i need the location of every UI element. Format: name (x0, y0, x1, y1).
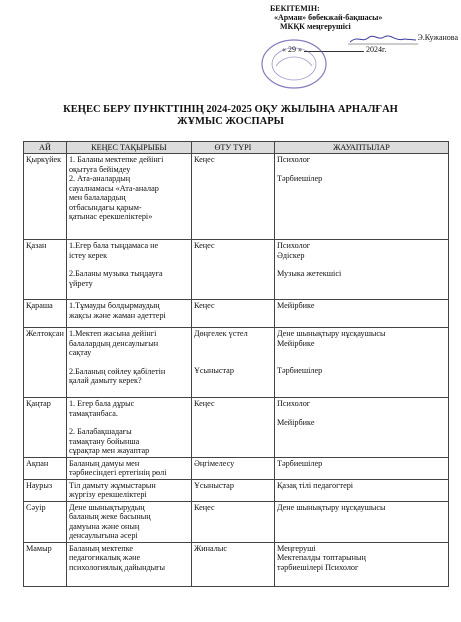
cell-responsible-line (277, 409, 446, 418)
cell-form-line: Кеңес (193, 241, 215, 250)
cell-topic (66, 300, 191, 328)
cell-responsible-line (277, 260, 446, 269)
cell-form (191, 542, 274, 586)
cell-responsible-line (277, 165, 446, 174)
document-title (0, 104, 461, 128)
cell-topic-line: тамақтану бойынша (68, 436, 140, 446)
signature-icon (348, 33, 418, 45)
cell-responsible-line: Мектепалды топтарының (276, 553, 366, 562)
title-line-2: ЖҰМЫС ЖОСПАРЫ (177, 116, 284, 127)
cell-responsible (274, 328, 448, 398)
cell-responsible-line: Тәрбиешілер (276, 458, 323, 468)
cell-topic-line: тәрбиесіндегі ертегінің рөлі (68, 468, 167, 477)
cell-topic (66, 542, 191, 586)
cell-topic-line: 2. Балабақшадағы (68, 427, 132, 436)
cell-form-line (194, 357, 272, 366)
cell-form-line: Ұсыныстар (193, 365, 234, 375)
cell-responsible-line: Психолог (276, 241, 311, 250)
table-row (24, 479, 449, 501)
cell-topic-line: 1. Егер бала дұрыс (68, 399, 135, 408)
cell-form-line: Кеңес (193, 155, 215, 164)
cell-month: Наурыз (24, 479, 67, 501)
approval-name: Э.Кужанова (417, 33, 458, 42)
cell-topic-line: істеу керек (68, 250, 108, 260)
cell-form-line: Әңгімелесу (193, 458, 235, 468)
cell-topic (66, 154, 191, 240)
cell-topic (66, 240, 191, 300)
cell-responsible-line: Мейірбике (276, 338, 315, 348)
cell-responsible-line: Меңгеруші (276, 543, 316, 553)
cell-topic-line: балалардың денсаулығын (68, 338, 159, 348)
cell-form-line: Ұсыныстар (193, 480, 234, 490)
cell-responsible-line: Тәрбиешілер (276, 173, 323, 183)
cell-month: Қыркүйек (24, 154, 67, 240)
cell-month: Қаңтар (24, 398, 67, 458)
cell-responsible (274, 154, 448, 240)
cell-topic-line: педагогикалық және (68, 553, 141, 562)
stamp-icon (258, 36, 338, 90)
plan-table (23, 141, 449, 587)
cell-topic-line: 2.Баланы музыка тыңдауға (68, 269, 163, 278)
cell-responsible (274, 479, 448, 501)
cell-topic-line: Тіл дамыту жұмыстарын (68, 480, 156, 490)
table-row (24, 398, 449, 458)
col-header-month: АЙ (24, 142, 67, 154)
cell-responsible-line: Дене шынықтыру нұсқаушысы (276, 329, 386, 338)
cell-form-line: Жиналыс (193, 543, 227, 553)
table-header-row (24, 142, 449, 154)
cell-topic-line: жүргізу ерекшеліктері (68, 490, 147, 499)
cell-topic-line: 1. Баланы мектепке дейінгі (68, 155, 164, 164)
cell-month: Сәуір (24, 501, 67, 542)
cell-topic-line: баланың жеке басының (68, 512, 151, 521)
approval-org: «Арман» бөбекжай-бақшасы» (274, 13, 383, 22)
approval-date-day: « 29 » (282, 45, 302, 54)
cell-topic-line: сақтау (68, 348, 92, 357)
cell-responsible-line (277, 357, 446, 366)
cell-topic-line: Дене шынықтырудың (68, 502, 145, 512)
cell-topic-line: сауалнамасы «Ата-аналар (68, 183, 159, 193)
cell-topic-line (69, 418, 189, 427)
table-body (24, 154, 449, 587)
table-row (24, 542, 449, 586)
cell-responsible-line: Мейірбике (276, 417, 315, 427)
cell-topic-line (69, 358, 189, 367)
cell-responsible-line: Психолог (276, 155, 311, 164)
cell-responsible-line: Мейірбике (276, 301, 315, 310)
table-row (24, 240, 449, 300)
cell-month: Қараша (24, 300, 67, 328)
cell-form-line: Дөңгелек үстел (193, 329, 248, 338)
cell-topic-line: қатынас ерекшеліктері» (68, 212, 153, 221)
approval-title: БЕКІТЕМІН: (270, 4, 320, 13)
cell-topic-line: мен балалардың (68, 193, 126, 202)
cell-form-line: Кеңес (193, 399, 215, 408)
cell-topic-line (69, 260, 189, 269)
cell-responsible-line: тәрбиешілері Психолог (276, 562, 359, 572)
cell-responsible (274, 240, 448, 300)
cell-topic-line: сұрақтар мен жауаптар (68, 446, 150, 455)
cell-form-line (194, 348, 272, 357)
cell-month: Мамыр (24, 542, 67, 586)
cell-responsible-line: Қазақ тілі педагогтері (276, 480, 354, 490)
cell-form (191, 457, 274, 479)
approval-date-year: 2024г. (366, 45, 387, 54)
cell-form-line: Кеңес (193, 502, 215, 512)
cell-topic-line: денсаулығына әсері (68, 531, 138, 540)
cell-form (191, 479, 274, 501)
cell-topic-line: оқытуға бейімдеу (68, 164, 131, 174)
cell-form (191, 501, 274, 542)
cell-topic-line: қалай дамыту керек? (68, 376, 142, 385)
table-row (24, 328, 449, 398)
table-row (24, 457, 449, 479)
cell-month: Қазан (24, 240, 67, 300)
cell-form (191, 398, 274, 458)
cell-topic-line: 2. Ата-аналардың (68, 174, 131, 183)
cell-topic-line: 2.Баланың сөйлеу қабілетін (68, 366, 166, 376)
cell-topic-line: тамақтанбаса. (68, 408, 118, 418)
col-header-topic: КЕҢЕС ТАҚЫРЫБЫ (66, 142, 191, 154)
cell-responsible (274, 542, 448, 586)
cell-topic-line: Баланың дамуы мен (68, 458, 140, 468)
cell-topic-line: жақсы және жаман әдеттері (68, 310, 166, 320)
cell-form (191, 328, 274, 398)
cell-topic-line: 1.Тұмауды болдырмаудың (68, 301, 160, 310)
cell-form-line: Кеңес (193, 301, 215, 310)
approval-head: МКҚК меңгерушісі (280, 22, 351, 31)
cell-responsible (274, 457, 448, 479)
cell-responsible-line: Музыка жетекшісі (276, 269, 342, 278)
cell-month: Ақпан (24, 457, 67, 479)
cell-topic (66, 328, 191, 398)
cell-topic-line: 1.Мектеп жасына дейінгі (68, 329, 157, 338)
cell-topic-line: 1.Егер бала тыңдамаса не (68, 241, 159, 250)
cell-topic-line: отбасындағы қарым- (68, 202, 142, 212)
cell-responsible-line (277, 348, 446, 357)
cell-topic (66, 398, 191, 458)
cell-topic-line: Баланың мектепке (68, 543, 134, 553)
cell-responsible-line: Психолог (276, 399, 311, 408)
cell-topic-line: психологиялық дайындығы (68, 562, 165, 572)
cell-topic-line: дамуына және оның (68, 521, 140, 531)
cell-form-line (194, 339, 272, 348)
cell-form (191, 240, 274, 300)
title-line-1: КЕҢЕС БЕРУ ПУНКТТІНІҢ 2024-2025 ОҚУ ЖЫЛЫНА АРНАЛҒАН (63, 104, 398, 115)
col-header-responsible: ЖАУАПТЫЛАР (274, 142, 448, 154)
cell-form (191, 154, 274, 240)
table-row (24, 300, 449, 328)
cell-responsible (274, 501, 448, 542)
cell-responsible-line: Дене шынықтыру нұсқаушысы (276, 502, 386, 512)
cell-topic (66, 479, 191, 501)
cell-topic (66, 501, 191, 542)
cell-responsible-line: Әдіскер (276, 250, 305, 260)
col-header-form: ӨТУ ТҮРІ (191, 142, 274, 154)
table-row (24, 501, 449, 542)
cell-topic (66, 457, 191, 479)
cell-responsible (274, 398, 448, 458)
table-row (24, 154, 449, 240)
cell-responsible-line: Тәрбиешілер (276, 366, 323, 375)
cell-form (191, 300, 274, 328)
cell-topic-line: үйрету (68, 278, 93, 288)
cell-responsible (274, 300, 448, 328)
cell-month: Желтоқсан (24, 328, 67, 398)
